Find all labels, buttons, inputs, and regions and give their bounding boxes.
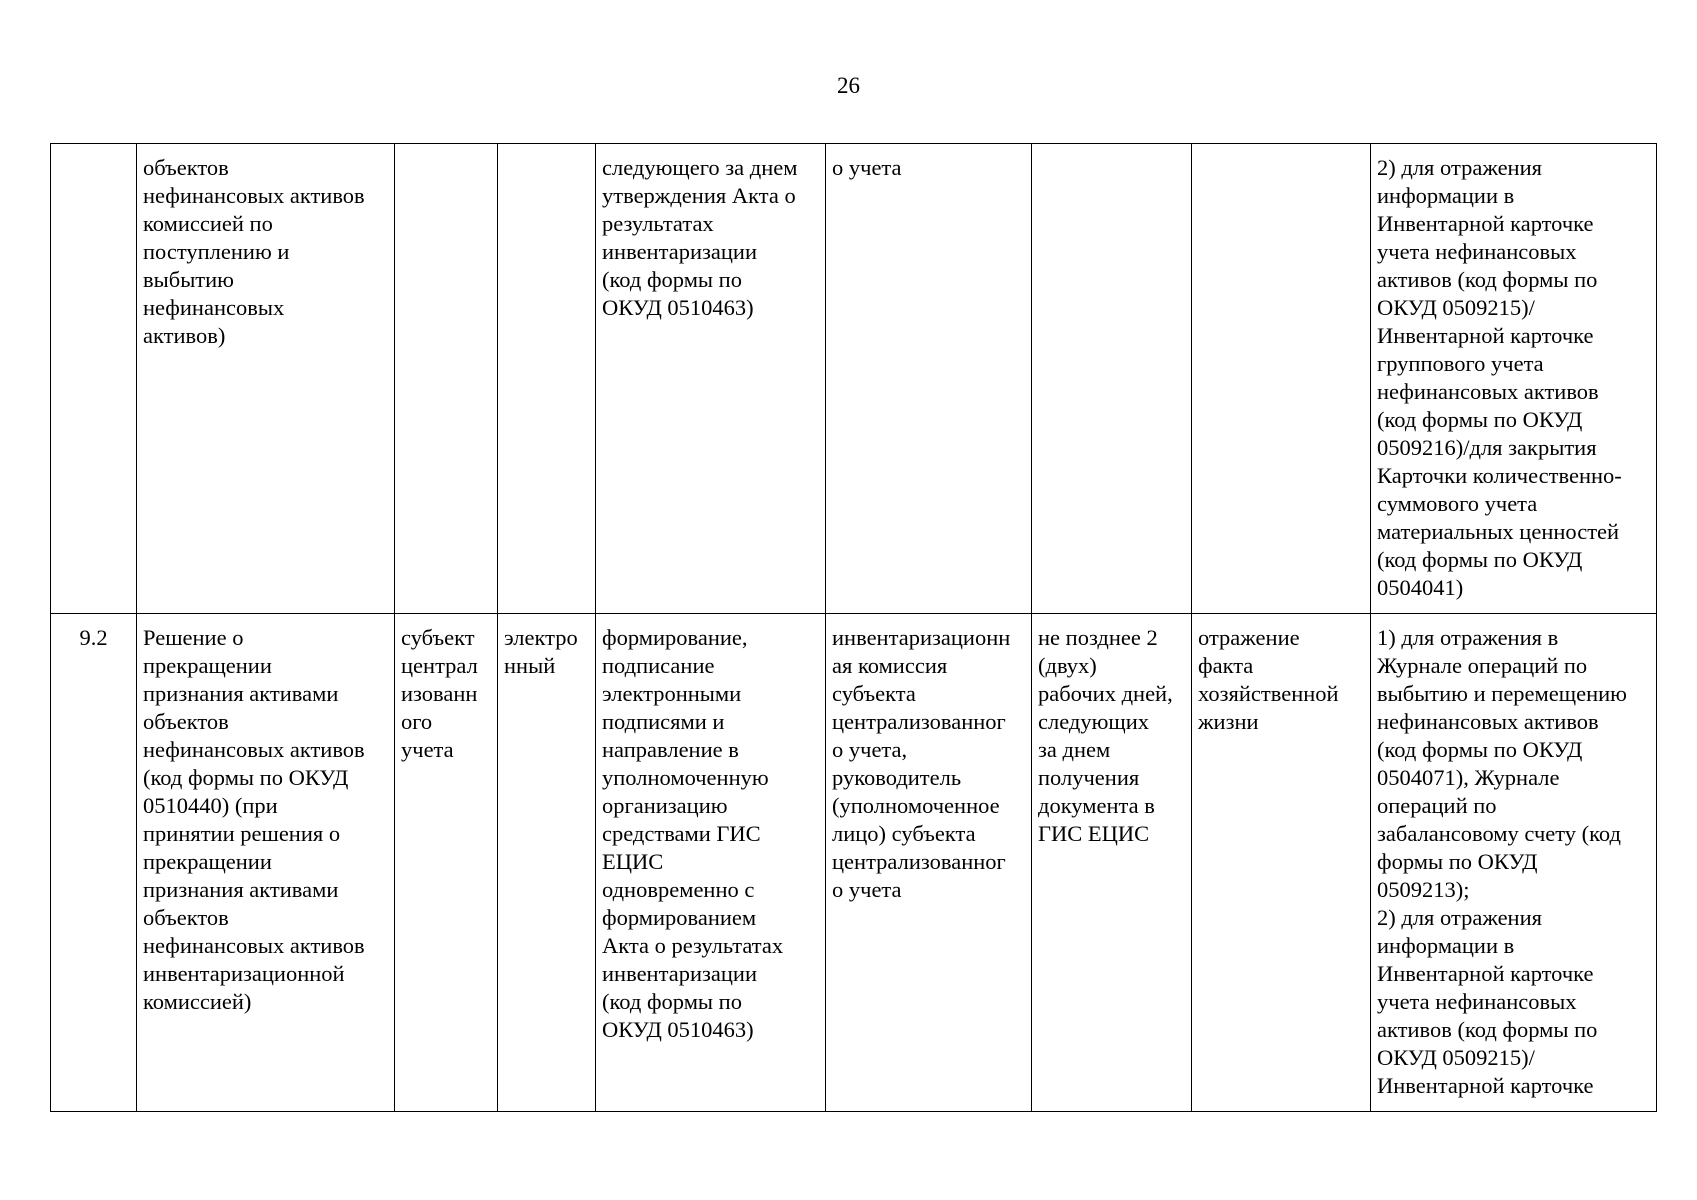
document-name-cell: объектов нефинансовых активов комиссией по поступлению и выбытию нефинансовых активов) (137, 144, 395, 614)
form-cell (498, 144, 596, 614)
action-cell: формирование, подписание электронными подписями и направление в уполномоченную организацию средствами ГИС ЕЦИС одновременно с формированием Акта о результатах инвентаризации (код формы по ОКУД 0510463) (596, 614, 826, 1112)
author-cell (395, 144, 498, 614)
author-cell: субъект централ изованн ого учета (395, 614, 498, 1112)
form-cell: электро нный (498, 614, 596, 1112)
usage-cell: 2) для отражения информации в Инвентарной карточке учета нефинансовых активов (код формы по ОКУД 0509215)/ Инвентарной карточке группового учета нефинансовых активов (код формы по ОКУД 0509216)/для закрытия Карточки количественно- суммового учета материальных ценностей (код формы по ОКУД 0504041) (1371, 144, 1657, 614)
document-name-cell: Решение о прекращении признания активами объектов нефинансовых активов (код формы по ОКУД 0510440) (при принятии решения о прекращении признания активами объектов нефинансовых активов инвентаризационной комиссией) (137, 614, 395, 1112)
purpose-cell: отражение факта хозяйственной жизни (1192, 614, 1371, 1112)
deadline-cell (1032, 144, 1192, 614)
usage-cell: 1) для отражения в Журнале операций по выбытию и перемещению нефинансовых активов (код формы по ОКУД 0504071), Журнале операций по забалансовому счету (код формы по ОКУД 0509213); 2) для отражения информации в Инвентарной карточке учета нефинансовых активов (код формы по ОКУД 0509215)/ Инвентарной карточке (1371, 614, 1657, 1112)
table-row (51, 614, 1657, 1112)
action-cell: следующего за днем утверждения Акта о результатах инвентаризации (код формы по ОКУД 0510463) (596, 144, 826, 614)
deadline-cell: не позднее 2 (двух) рабочих дней, следующих за днем получения документа в ГИС ЕЦИС (1032, 614, 1192, 1112)
row-number-cell: 9.2 (51, 614, 137, 1112)
purpose-cell (1192, 144, 1371, 614)
page-number: 26 (837, 73, 860, 98)
responsible-cell: инвентаризационн ая комиссия субъекта централизованног о учета, руководитель (уполномоченное лицо) субъекта централизованног о учета (826, 614, 1032, 1112)
register-table (50, 143, 1657, 1112)
table-row (51, 144, 1657, 614)
responsible-cell: о учета (826, 144, 1032, 614)
row-number-cell (51, 144, 137, 614)
